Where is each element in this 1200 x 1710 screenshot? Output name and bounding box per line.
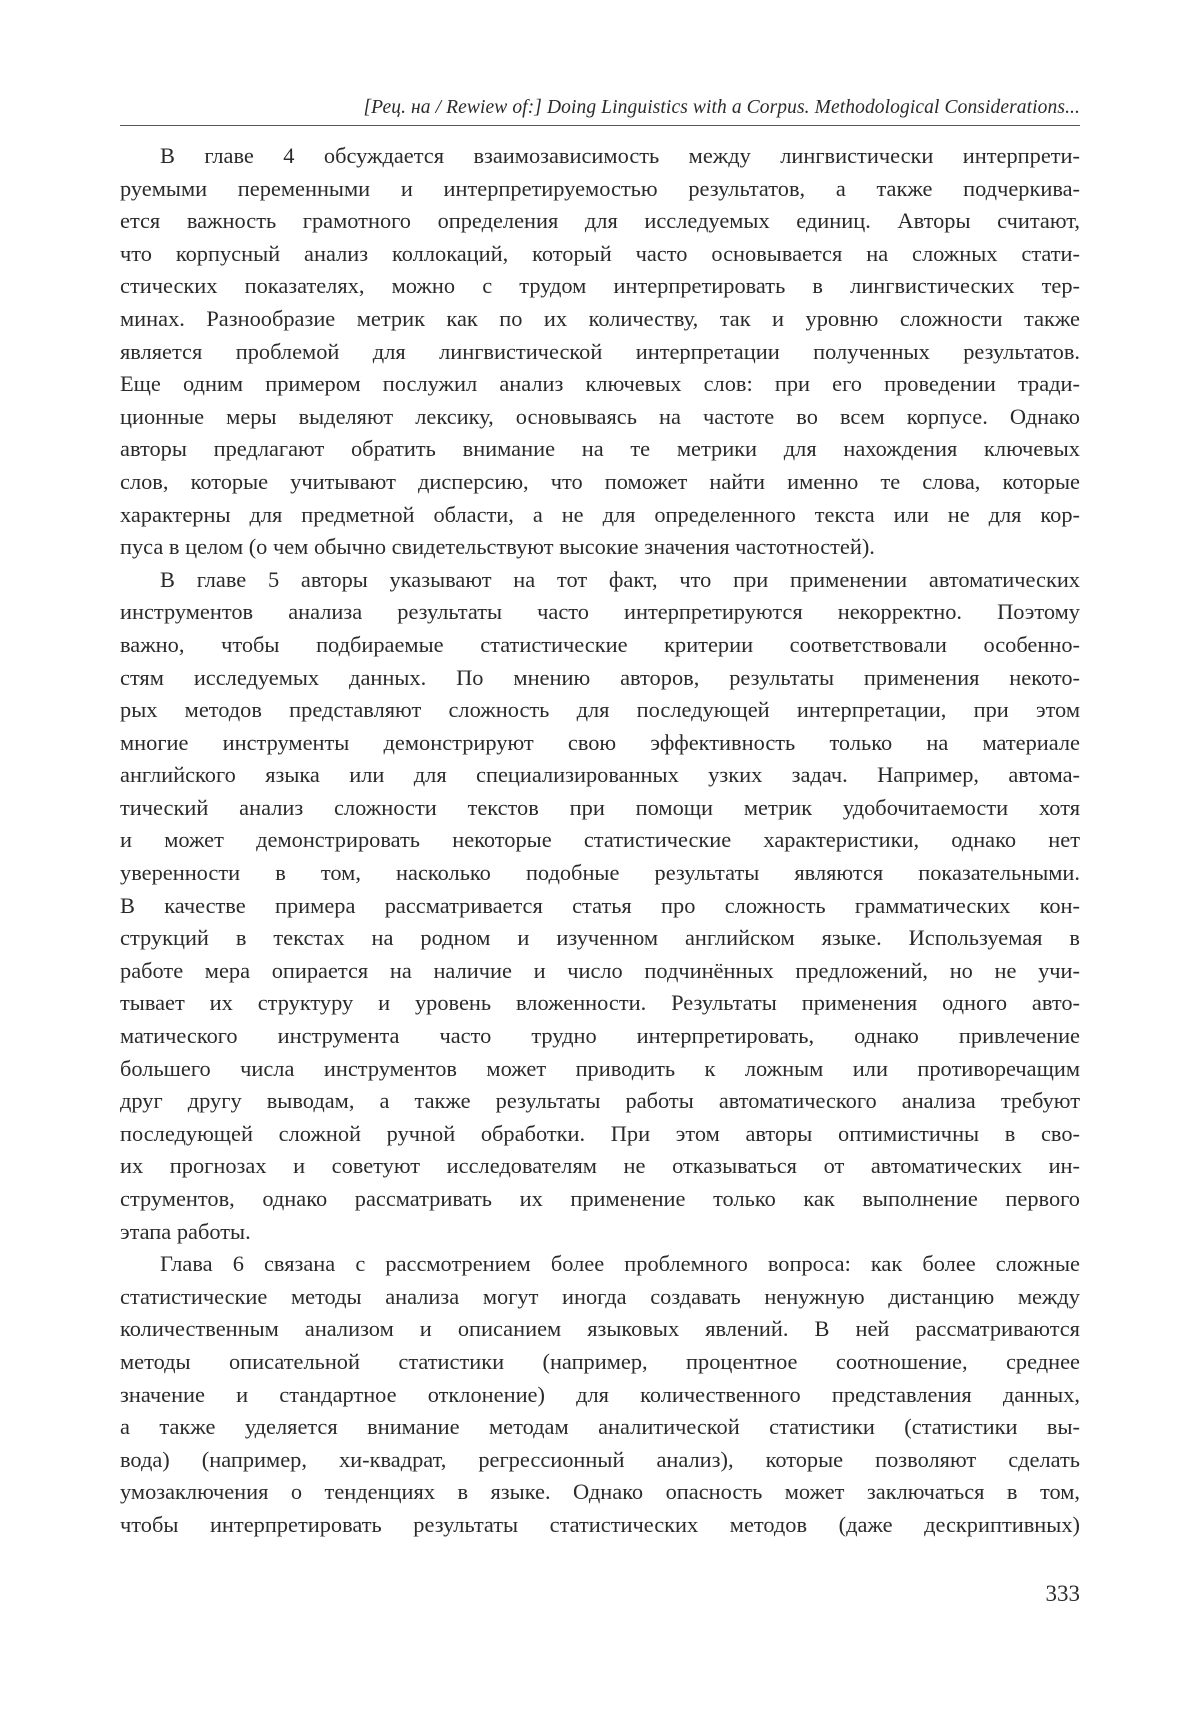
text-line: количественным анализом и описанием языковых явлений. В ней рассматриваются <box>120 1316 1080 1342</box>
text-line: тический анализ сложности текстов при помощи метрик удобочитаемости хотя <box>120 794 1080 820</box>
text-line: слов, которые учитывают дисперсию, что поможет найти именно те слова, которые <box>120 468 1080 494</box>
text-line: ется важность грамотного определения для исследуемых единиц. Авторы считают, <box>120 208 1080 234</box>
text-line: статистические методы анализа могут иногда создавать ненужную дистанцию между <box>120 1283 1080 1309</box>
text-line: В главе 5 авторы указывают на тот факт, что при применении автоматических <box>160 566 1080 592</box>
text-line: стям исследуемых данных. По мнению авторов, результаты применения некото- <box>120 664 1080 690</box>
article-body <box>120 140 1080 1542</box>
text-line: вода) (например, хи-квадрат, регрессионный анализ), которые позволяют сделать <box>120 1446 1080 1472</box>
text-line: ционные меры выделяют лексику, основываясь на частоте во всем корпусе. Однако <box>120 403 1080 429</box>
text-line: струкций в текстах на родном и изученном английском языке. Используемая в <box>120 925 1080 951</box>
text-line: а также уделяется внимание методам аналитической статистики (статистики вы- <box>120 1414 1080 1440</box>
text-line: инструментов анализа результаты часто интерпретируются некорректно. Поэтому <box>120 599 1080 625</box>
text-line: Еще одним примером послужил анализ ключевых слов: при его проведении тради- <box>120 371 1080 397</box>
text-line: стических показателях, можно с трудом интерпретировать в лингвистических тер- <box>120 273 1080 299</box>
text-line: Глава 6 связана с рассмотрением более проблемного вопроса: как более сложные <box>160 1251 1080 1277</box>
text-line: В качестве примера рассматривается статья про сложность грамматических кон- <box>120 892 1080 918</box>
paragraph-chapter-4 <box>120 140 1080 564</box>
text-line: английского языка или для специализированных узких задач. Например, автома- <box>120 762 1080 788</box>
text-line: значение и стандартное отклонение) для количественного представления данных, <box>120 1381 1080 1407</box>
text-line: руемыми переменными и интерпретируемостью результатов, а также подчеркива- <box>120 175 1080 201</box>
text-line: этапа работы. <box>120 1218 251 1244</box>
text-line: методы описательной статистики (например, процентное соотношение, среднее <box>120 1348 1080 1374</box>
text-line: их прогнозах и советуют исследователям не отказываться от автоматических ин- <box>120 1153 1080 1179</box>
text-line: В главе 4 обсуждается взаимозависимость между лингвистически интерпрети- <box>160 143 1080 168</box>
text-line: и может демонстрировать некоторые статистические характеристики, однако нет <box>120 827 1080 853</box>
text-line: тывает их структуру и уровень вложенности. Результаты применения одного авто- <box>120 990 1080 1016</box>
text-line: матического инструмента часто трудно интерпретировать, однако привлечение <box>120 1023 1080 1049</box>
text-line: уверенности в том, насколько подобные результаты являются показательными. <box>120 860 1080 886</box>
text-line: важно, чтобы подбираемые статистические критерии соответствовали особенно- <box>120 631 1080 657</box>
page-number: 333 <box>1045 1581 1080 1606</box>
text-line: струментов, однако рассматривать их применение только как выполнение первого <box>120 1186 1080 1211</box>
running-header: [Рец. на / Rewiew of:] Doing Linguistics with a Corpus. Methodological Considerations... <box>120 96 1080 126</box>
text-line: что корпусный анализ коллокаций, который часто основывается на сложных стати- <box>120 240 1080 266</box>
page <box>120 96 1080 1542</box>
text-line: является проблемой для лингвистической интерпретации полученных результатов. <box>120 338 1080 364</box>
text-line: работе мера опирается на наличие и число подчинённых предложений, но не учи- <box>120 957 1080 983</box>
text-line: авторы предлагают обратить внимание на те метрики для нахождения ключевых <box>120 436 1080 462</box>
text-line: чтобы интерпретировать результаты статистических методов (даже дескриптивных) <box>120 1511 1080 1537</box>
text-line: друг другу выводам, а также результаты работы автоматического анализа требуют <box>120 1088 1080 1114</box>
text-line: умозаключения о тенденциях в языке. Однако опасность может заключаться в том, <box>120 1479 1080 1505</box>
paragraph-chapter-5 <box>120 564 1080 1248</box>
text-line: рых методов представляют сложность для последующей интерпретации, при этом <box>120 697 1080 723</box>
paragraph-chapter-6 <box>120 1248 1080 1541</box>
text-line: многие инструменты демонстрируют свою эффективность только на материале <box>120 729 1080 755</box>
text-line: последующей сложной ручной обработки. При этом авторы оптимистичны в сво- <box>120 1120 1080 1146</box>
text-line: пуса в целом (о чем обычно свидетельствуют высокие значения частотностей). <box>120 534 875 560</box>
text-line: большего числа инструментов может приводить к ложным или противоречащим <box>120 1055 1080 1081</box>
text-line: минах. Разнообразие метрик как по их количеству, так и уровню сложности также <box>120 305 1080 331</box>
text-line: характерны для предметной области, а не для определенного текста или не для кор- <box>120 501 1080 527</box>
